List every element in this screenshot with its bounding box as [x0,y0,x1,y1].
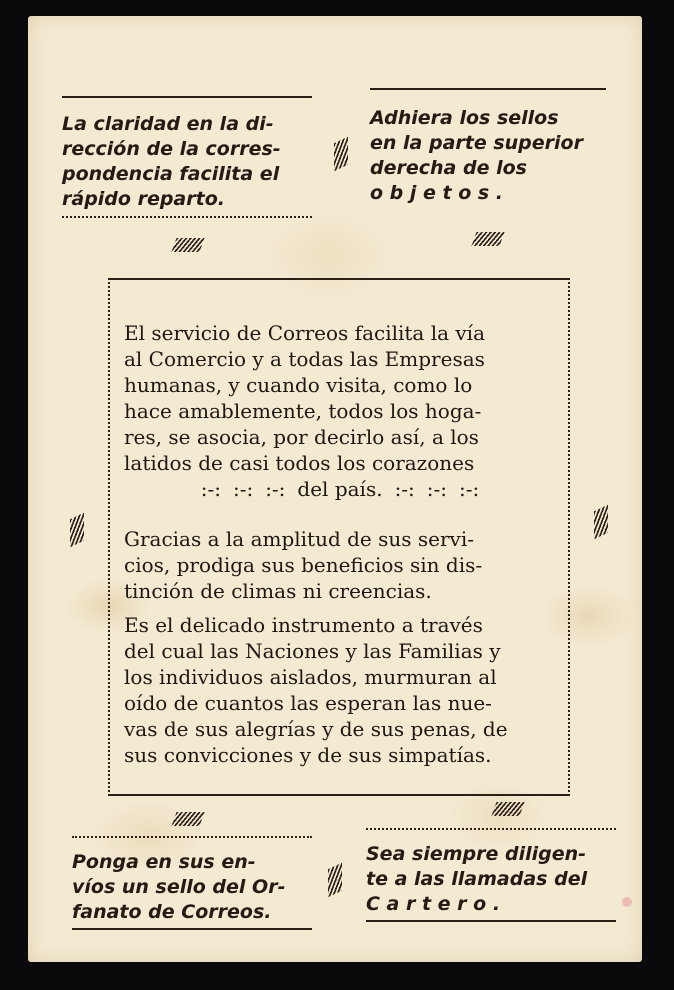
ornament-icon [70,513,84,548]
top-left-advice [62,112,281,212]
advice-line: Ponga en sus en- [72,851,256,873]
paragraph-gracias [124,526,556,604]
body-line-pais [124,476,556,502]
dot-ornament: :-: [232,477,254,501]
ornament-icon [171,812,204,826]
advice-line: te a las llamadas del [366,868,588,890]
body-line: hace amablemente, todos los hoga- [124,399,482,423]
box-bottom-rule [110,794,568,796]
advice-line: o b j e t o s . [370,182,504,204]
advice-line: derecha de los [370,157,527,179]
bottom-left-dotted-rule [72,836,312,838]
top-left-dotted-rule [62,216,312,218]
ornament-icon [471,232,504,246]
message-box [108,278,570,796]
ink-spot [622,897,632,907]
paragraph-instrumento [124,612,556,768]
body-line: Es el delicado instrumento a través [124,613,483,637]
bottom-right-advice [366,842,587,917]
ornament-icon [594,505,608,540]
body-line: los individuos aislados, murmuran al [124,665,497,689]
advice-line: rápido reparto. [62,188,225,210]
advice-line: C a r t e r o . [366,893,501,915]
top-right-rule [370,88,606,90]
dot-ornament: :-: [200,477,221,501]
ornament-icon [171,238,204,252]
bottom-right-dotted-rule [366,828,616,830]
body-line: tinción de climas ni creencias. [124,579,432,603]
body-line: Gracias a la amplitud de sus servi- [124,527,474,551]
advice-line: Adhiera los sellos [370,107,559,129]
advice-line: Sea siempre diligen- [366,843,587,865]
dot-ornament: :-: [426,477,448,501]
body-line: latidos de casi todos los corazones [124,451,475,475]
advice-line: rección de la corres- [62,138,281,160]
postal-card [28,16,642,962]
body-line: humanas, y cuando visita, como lo [124,373,473,397]
advice-line: en la parte superior [370,132,583,154]
bottom-right-rule [366,920,616,922]
body-line: vas de sus alegrías y de sus penas, de [124,717,508,741]
body-line: res, se asocia, por decirlo así, a los [124,425,479,449]
pais-text: del país. [297,477,383,501]
body-line: al Comercio y a todas las Empresas [124,347,485,371]
ornament-icon [334,137,348,172]
advice-line: fanato de Correos. [72,901,272,923]
body-line: cios, prodiga sus beneficios sin dis- [124,553,483,577]
bottom-left-rule [72,928,312,930]
bottom-left-advice [72,850,285,925]
advice-line: víos un sello del Or- [72,876,286,898]
box-top-rule [110,278,568,280]
dot-ornament: :-: [265,477,286,501]
body-line: del cual las Naciones y las Familias y [124,639,501,663]
ornament-icon [328,863,342,898]
dot-ornament: :-: [394,477,415,501]
dot-ornament: :-: [459,477,480,501]
top-left-rule [62,96,312,98]
body-line: El servicio de Correos facilita la vía [124,321,485,345]
paragraph-correos [124,320,556,502]
top-right-advice [370,106,583,206]
advice-line: La claridad en la di- [62,113,274,135]
advice-line: pondencia facilita el [62,163,280,185]
ornament-icon [491,802,524,816]
body-line: sus convicciones y de sus simpatías. [124,743,492,767]
body-line: oído de cuantos las esperan las nue- [124,691,492,715]
